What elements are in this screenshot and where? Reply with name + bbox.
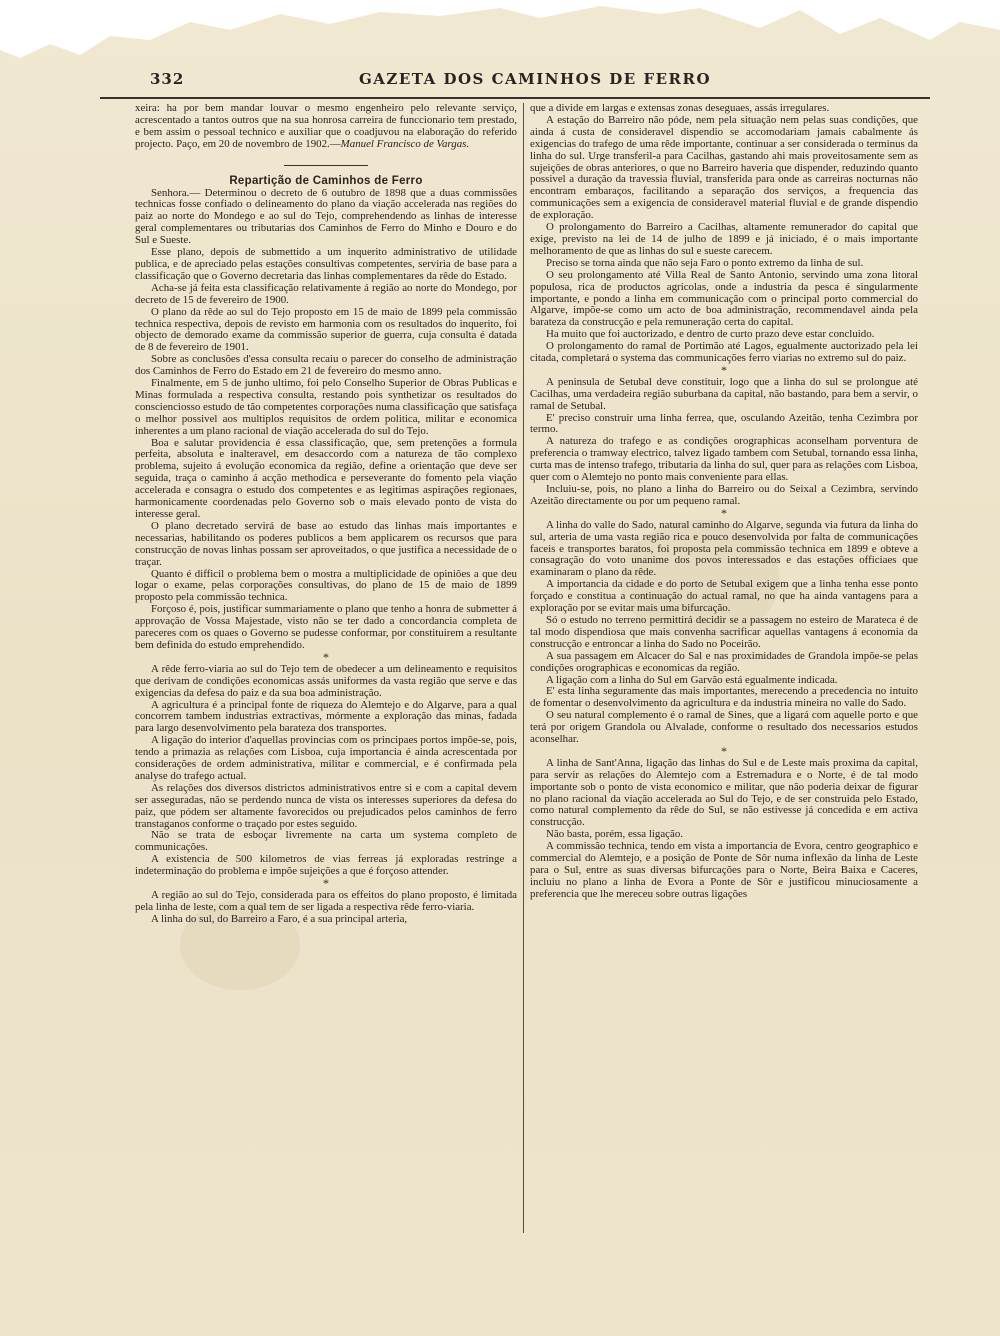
torn-edge: [0, 0, 1000, 60]
paragraph: E' preciso construir uma linha ferrea, que, osculando Azeitão, tenha Cezimbra por termo.: [530, 411, 918, 436]
paragraph: A sua passagem em Alcacer do Sal e nas proximidades de Grandola impõe-se pelas condições orographicas e economicas da região.: [530, 649, 918, 674]
paragraph: O plano da rêde ao sul do Tejo proposto em 15 de maio de 1899 pela commissão technica respectiva, depois de revisto em harmonia com os resultados do inquerito, foi objecto de demorado exame da commissão superior de guerra, cuja consulta é datada de 8 de fevereiro de 1901.: [135, 305, 517, 354]
paragraph: A natureza do trafego e as condições orographicas aconselham porventura de preferencia o tramway electrico, talvez ligado tambem com Setubal, tornando essa linha, curta mas de intenso trafego, tributaria da linha do sul, quer para as relações com Lisboa, quer com o Alemtejo no ponto mais conveniente para ellas.: [530, 435, 918, 484]
ornament-asterisk: *: [721, 362, 727, 377]
paragraph: Ha muito que foi auctorizado, e dentro de curto prazo deve estar concluido.: [546, 328, 875, 341]
paragraph: A estação do Barreiro não póde, nem pela situação nem pelas suas condições, que ainda á custa de consideravel dispendio se accomodariam jamais cabalmente ás exigencias do trafego de uma rêde importante, continuar a ser considerada o terminus da linha do sul. Urge transferil-a para Cacilhas, gastando ahi mais proveitosamente sem as sujeições de obras anteriores, o que no Barreiro haveria que dispender, reduzindo quanto possivel a duração da travessia fluvial, transferida para onde as carreiras nocturnas não encontram embaraços, facilitando a separação dos serviços, a frequencia das communicações sem a exigencia de consideravel material fluvial e de grande dispendio de exploração.: [530, 113, 918, 222]
paragraph: Não basta, porém, essa ligação.: [546, 828, 683, 841]
paragraph: A linha do sul, do Barreiro a Faro, é a sua principal arteria,: [151, 912, 408, 925]
paragraph: A importancia da cidade e do porto de Setubal exigem que a linha tenha esse ponto forçado e constitua a continuação do actual ramal, no que ha ainda vantagens para a exploração por se evitar mais uma bifurcação.: [530, 578, 918, 615]
ornament-asterisk: *: [323, 649, 329, 664]
paragraph: A rêde ferro-viaria ao sul do Tejo tem de obedecer a um delineamento e requisitos que derivam de condições economicas assás uniformes da vasta região que serve e das exigencias da defesa do paiz e da sua boa administração.: [135, 662, 517, 699]
paragraph: Finalmente, em 5 de junho ultimo, foi pelo Conselho Superior de Obras Publicas e Minas formulada a respectiva consulta, restando pois synthetizar os resultados do conscienciosso estudo de tão competentes corporações numa classificação que satisfaça o melhor possivel aos multiplos requisitos de ordem politica, militar e economica inherentes a um plano racional de viação accelerada do sul do Tejo.: [135, 377, 517, 437]
ornament-asterisk: *: [721, 505, 727, 520]
paragraph: A existencia de 500 kilometros de vias ferreas já exploradas restringe a indeterminação do problema e impõe sujeições a que é forçoso attender.: [135, 853, 517, 878]
paragraph: Forçoso é, pois, justificar summariamente o plano que tenho a honra de submetter á approvação de Vossa Majestade, visto não se ter dado a concordancia completa de pareceres com os quaes o Governo se pudesse conformar, por constituirem a resultante bem definida do estudo emprehendido.: [135, 603, 517, 651]
section-rule: [284, 165, 368, 166]
paragraph: A linha do valle do Sado, natural caminho do Algarve, segunda via futura da linha do sul, arteria de uma vasta região rica e pouco desenvolvida por falta de communicações faceis e transportes baratos, foi proposta pela commissão technica em 1899 e obteve a consagração do voto unanime dos povos interessados e das estações officiaes que examinaram o plano da rêde.: [530, 518, 918, 579]
paragraph: E' esta linha seguramente das mais importantes, merecendo a precedencia no intuito de fomentar o desenvolvimento da agricultura e da industria mineira no valle do Sado.: [530, 685, 918, 710]
paragraph: A linha de Sant'Anna, ligação das linhas do Sul e de Leste mais proxima da capital, para servir as relações do Alemtejo com a Estremadura e o Norte, é de tal modo importante sob o ponto de vista economico e militar, que não poderia deixar de figurar no plano racional da viação accelerada ao Sul do Tejo, e de ser construida pelo Estado, como natural complemento da rêde do Sul, se não estivesse já concedida e em activa construcção.: [530, 756, 918, 829]
paragraph: Esse plano, depois de submettido a um inquerito administrativo de utilidade publica, e de apreciado pelas estações consultivas competentes, serviria de base para a classificação que o Governo decretaria das linhas complementares da rêde do Estado.: [135, 246, 517, 282]
paragraph: Acha-se já feita esta classificação relativamente á região ao norte do Mondego, por decreto de 15 de fevereiro de 1900.: [135, 281, 517, 306]
paragraph: Sobre as conclusões d'essa consulta recaiu o parecer do conselho de administração dos Caminhos de Ferro do Estado em 21 de fevereiro do mesmo anno.: [135, 353, 517, 378]
journal-title: GAZETA DOS CAMINHOS DE FERRO: [358, 70, 712, 88]
signature: Manuel Francisco de Vargas.: [340, 137, 470, 150]
paragraph: O seu prolongamento até Villa Real de Santo Antonio, servindo uma zona litoral populosa, rica de productos agricolas, onde a industria da pesca é singularmente importante, e pondo a linha em communicação com o principal porto commercial do Algarve, impõe-se como um acto de boa administração, recommendavel ainda pela barateza da construcção e pela remuneração certa do capital.: [530, 268, 918, 329]
paragraph: O plano decretado servirá de base ao estudo das linhas mais importantes e necessarias, habilitando os poderes publicos a bem applicarem os recursos que para construcção de novas linhas possam ser aproveitados, o que justifica a necessidade de o traçar.: [135, 519, 517, 568]
header-rule: [100, 97, 930, 99]
section-title: Repartição de Caminhos de Ferro: [229, 174, 423, 187]
column-divider: [523, 103, 524, 1233]
paragraph: Não se trata de esboçar livremente na carta um systema completo de communicações.: [135, 829, 517, 854]
page-header: [105, 70, 935, 96]
paragraph: A região ao sul do Tejo, considerada para os effeitos do plano proposto, é limitada pela linha de leste, com a qual tem de ser ligada a respectiva rêde ferro-viaria.: [135, 889, 517, 913]
paragraph: Preciso se torna ainda que não seja Faro o ponto extremo da linha de sul.: [546, 256, 864, 269]
paragraph: As relações dos diversos districtos administrativos entre si e com a capital devem ser asseguradas, não se perdendo nunca de vista os interesses superiores da defesa do paiz, que pódem ser altamente favorecidos ou prejudicados pelos caminhos de ferro transtaganos conforme o traçado por estes seguido.: [135, 781, 517, 830]
paragraph: Só o estudo no terreno permittirá decidir se a passagem no esteiro de Marateca é de tal modo dispendiosa que mais convenha sacrificar aquellas vantagens á economia da construcção e entroncar a linha do Sado no Poceirão.: [530, 613, 918, 650]
paragraph: Senhora.— Determinou o decreto de 6 outubro de 1898 que a duas commissões technicas fosse confiado o delineamento do plano da viação accelerada nas regiões do paiz ao norte do Mondego e ao sul do Tejo, comprehendendo as linhas de interesse geral complementares ou tributarias dos Caminhos de Ferro do Minho e Douro e do Sul e Sueste.: [135, 186, 517, 247]
paragraph: O seu natural complemento é o ramal de Sines, que a ligará com aquelle porto e que terá por origem Grandola ou Alvalade, conforme o resultado dos necessarios estudos aconselhar.: [530, 709, 918, 746]
ornament-asterisk: *: [323, 876, 329, 891]
intro-paragraph: xeira: ha por bem mandar louvar o mesmo engenheiro pelo relevante serviço, acrescentado a tantos outros que na sua honrosa carreira de funccionario tem prestado, e bem assim o pessoal technico e auxiliar que o coadjuvou na elaboração do referido projecto. Paço, em 20 de novembro de 1902.—Manuel Francisco de Vargas.: [135, 102, 517, 150]
paragraph: O prolongamento do ramal de Portimão até Lagos, egualmente auctorizado pela lei citada, completará o systema das communicações ferro viarias no extremo sul do paiz.: [530, 340, 918, 365]
right-column: [530, 103, 918, 901]
page-number: 332: [150, 70, 185, 88]
paragraph: A commissão technica, tendo em vista a importancia de Evora, centro geographico e commercial do Alemtejo, e a posição de Ponte de Sôr numa inflexão da linha de Leste para o Sul, entre as suas diversas bifurcações para o Norte, Beira Baixa e Caceres, incluiu no plano a linha de Evora a Ponte de Sôr e justificou minuciosamente a preferencia que lhe mereceu sobre outras ligações: [530, 840, 918, 900]
paragraph: A agricultura é a principal fonte de riqueza do Alemtejo e do Algarve, para a qual concorrem tambem industrias extractivas, mórmente a exploração das minas, fadada para largo desenvolvimento pela barateza dos transportes.: [135, 698, 517, 735]
paragraph: Quanto é difficil o problema bem o mostra a multiplicidade de opiniões a que deu logar o exame, pelas corporações consultivas, do plano de 15 de maio de 1899 proposto pela commissão technica.: [135, 567, 517, 604]
left-column: [135, 103, 517, 926]
paragraph: O prolongamento do Barreiro a Cacilhas, altamente remunerador do capital que exige, previsto na lei de 14 de julho de 1899 e já iniciado, é o mais importante melhoramento de que as linhas do sul e sueste carecem.: [530, 221, 918, 257]
paragraph: Boa e salutar providencia é essa classificação, que, sem pretenções a formula perfeita, absoluta e inalteravel, em desaccordo com a natureza de tão complexo problema, sujeito á evolução economica da região, define a orientação que deve ser seguida, traça o caminho á acção methodica e perseverante do fomento pela viação accelerada e consagra o estudo dos competentes e as legitimas aspirações regionaes, harmonicamente coordenadas pelo Governo sob o mais elevado ponto de vista do interesse geral.: [135, 436, 517, 520]
paragraph: A ligação do interior d'aquellas provincias com os principaes portos impõe-se, pois, tendo a primazia as relações com Lisboa, cuja importancia é ainda acrescentada por considerações de ordem administrativa, militar e commercial, e é confirmada pela analyse do trafego actual.: [135, 734, 517, 782]
paragraph: Incluiu-se, pois, no plano a linha do Barreiro ou do Seixal a Cezimbra, servindo Azeitão directamente ou por um pequeno ramal.: [530, 483, 918, 507]
paragraph: A peninsula de Setubal deve constituir, logo que a linha do sul se prolongue até Cacilhas, uma verdadeira região suburbana da capital, não bastando, para bem a servir, o ramal de Setubal.: [530, 375, 918, 412]
paragraph: que a divide em largas e extensas zonas deseguaes, assás irregulares.: [530, 102, 830, 114]
ornament-asterisk: *: [721, 743, 727, 758]
paragraph: A ligação com a linha do Sul em Garvão está egualmente indicada.: [546, 673, 838, 686]
